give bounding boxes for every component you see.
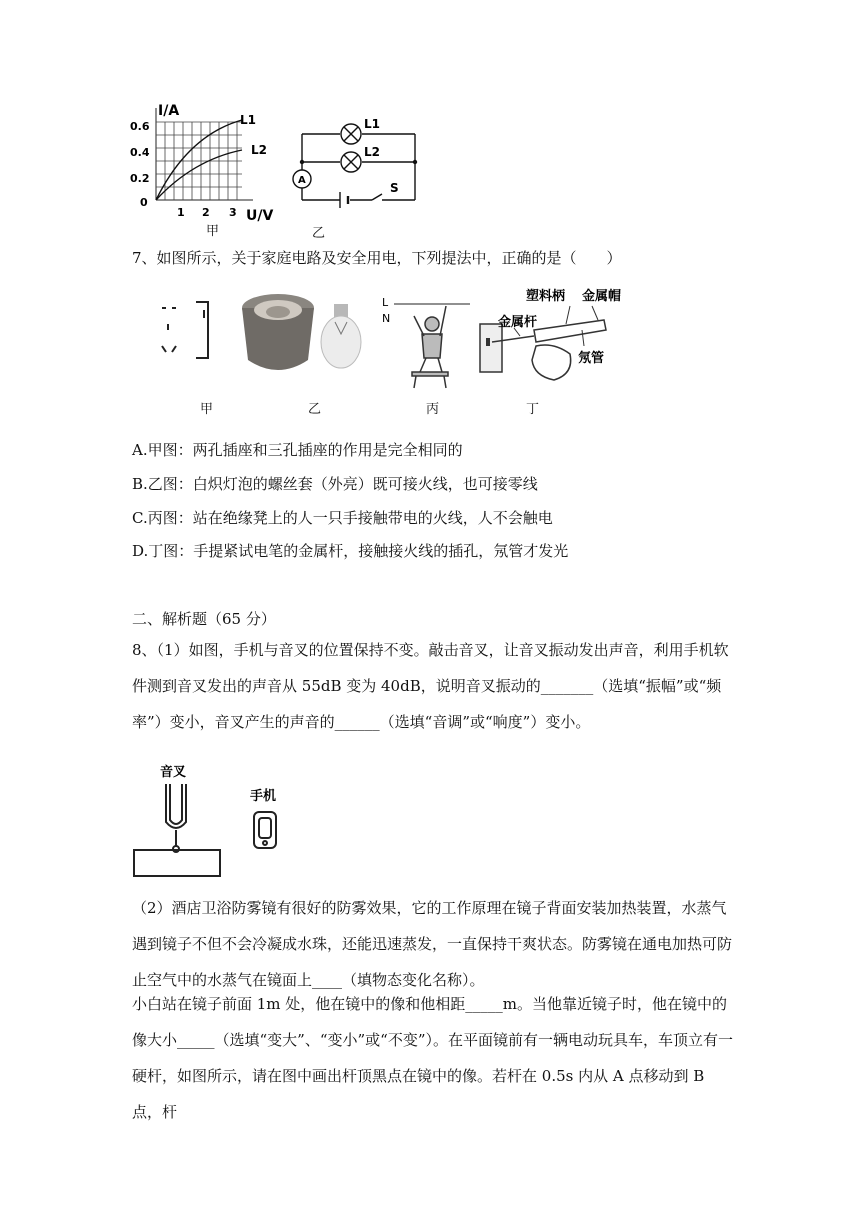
figure-caption-jia: 甲 xyxy=(200,402,214,417)
wire-label-n: N xyxy=(382,312,391,325)
option-a: A.甲图：两孔插座和三孔插座的作用是完全相同的 xyxy=(132,441,463,459)
figure-caption-yi: 乙 xyxy=(308,402,322,417)
curve-label-l2: L2 xyxy=(251,143,267,157)
option-c: C.丙图：站在绝缘凳上的人一只手接触带电的火线，人不会触电 xyxy=(132,509,553,527)
option-b: B.乙图：白炽灯泡的螺丝套（外亮）既可接火线，也可接零线 xyxy=(132,475,538,493)
y-tick: 0.6 xyxy=(130,120,150,133)
y-tick: 0.4 xyxy=(130,146,150,159)
label-neon-tube: 氖管 xyxy=(578,351,605,366)
figure-caption-bing: 丙 xyxy=(426,402,440,417)
y-tick: 0 xyxy=(140,196,148,209)
option-d: D.丁图：手提紧试电笔的金属杆，接触接火线的插孔，氖管才发光 xyxy=(132,542,569,560)
curve-label-l1: L1 xyxy=(240,113,256,127)
x-tick: 3 xyxy=(229,206,237,219)
wire-label-l: L xyxy=(382,296,389,309)
iu-graph xyxy=(128,100,278,236)
figure-caption-ding: 丁 xyxy=(526,402,540,417)
label-metal-cap: 金属帽 xyxy=(582,289,622,304)
ammeter-label: A xyxy=(298,175,306,186)
question-8-part-2a: （2）酒店卫浴防雾镜有很好的防雾效果，它的工作原理在镜子背面安装加热装置，水蒸气遇到镜子不但不会冷凝成水珠，还能迅速蒸发，一直保持干爽状态。防雾镜在通电加热可防止空气中的水蒸气在镜面上____（填物态变化名称）。 xyxy=(132,899,733,989)
lamp-holder-bulb-figure xyxy=(238,290,378,382)
figure-caption-jia-graph: 甲 xyxy=(206,224,220,239)
y-tick: 0.2 xyxy=(130,172,150,185)
figure-caption-yi-circuit: 乙 xyxy=(312,226,326,241)
section-heading: 二、解析题（65 分） xyxy=(132,610,276,628)
lamp-label-l2: L2 xyxy=(364,145,380,159)
question-7-stem: 7、如图所示，关于家庭电路及安全用电，下列提法中，正确的是（ ） xyxy=(132,249,622,267)
circuit-diagram xyxy=(290,112,425,212)
x-tick: 1 xyxy=(177,206,185,219)
question-8-part-2b: 小白站在镜子前面 1m 处，他在镜中的像和他相距_____m。当他靠近镜子时，他在镜中的像大小_____（选填“变大”、“变小”或“不变”）。在平面镜前有一辆电动玩具车，车顶立有一硬杆，如图所示，请在图中画出杆顶黑点在镜中的像。若杆在 0.5s 内从 A 点移动到 B 点，杆 xyxy=(132,995,734,1121)
x-tick: 2 xyxy=(202,206,210,219)
label-phone: 手机 xyxy=(250,789,277,804)
question-8-part-1: 8、（1）如图，手机与音叉的位置保持不变。敲击音叉，让音叉振动发出声音，利用手机软件测到音叉发出的声音从 55dB 变为 40dB，说明音叉振动的_______（选填“振幅”或“频率”）变小，音叉产生的声音的______（选填“音调”或“响度”）变小。 xyxy=(132,641,729,731)
lamp-label-l1: L1 xyxy=(364,117,380,131)
tuning-fork-phone-figure xyxy=(130,762,300,880)
switch-label: S xyxy=(390,181,399,195)
person-on-stool-figure xyxy=(380,296,475,391)
x-axis-label: U/V xyxy=(246,208,274,224)
y-axis-label: I/A xyxy=(158,103,180,119)
test-pen-figure xyxy=(474,284,638,390)
socket-figure xyxy=(150,296,230,366)
label-tuning-fork: 音叉 xyxy=(160,765,187,780)
label-metal-rod: 金属杆 xyxy=(498,315,538,330)
label-plastic-handle: 塑料柄 xyxy=(526,289,566,304)
